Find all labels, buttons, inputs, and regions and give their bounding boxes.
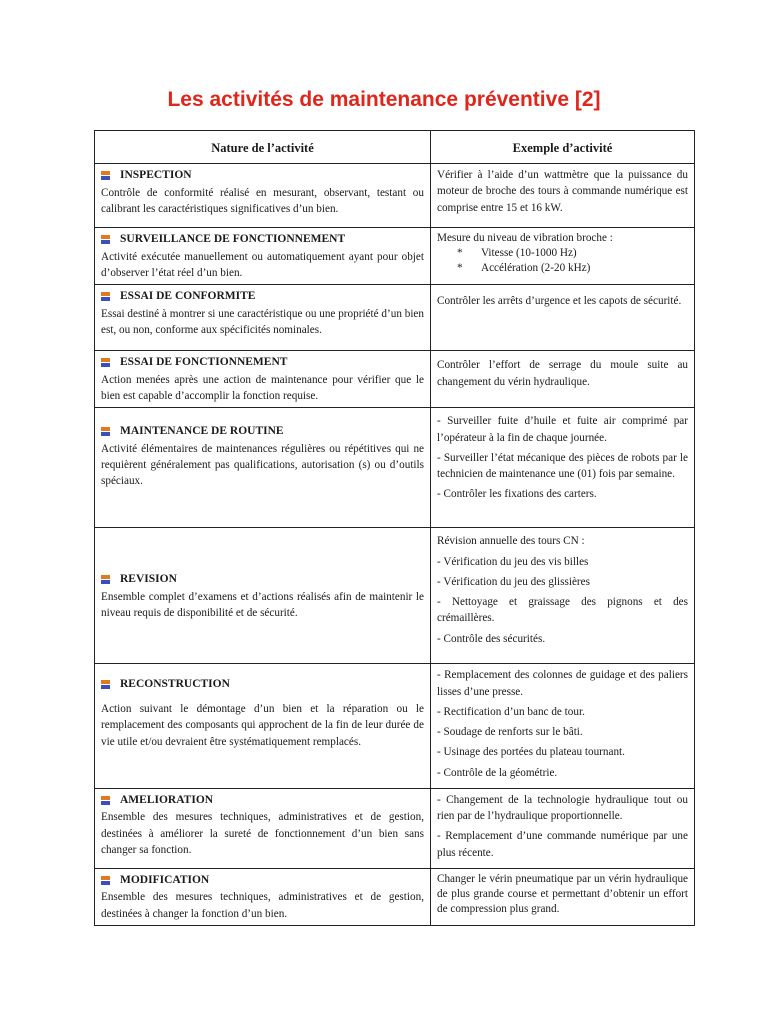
- example-text: Contrôler les arrêts d’urgence et les capots de sécurité.: [437, 295, 682, 308]
- page-title: Les activités de maintenance préventive [2]: [167, 88, 601, 111]
- example-text: - Remplacement d’une commande numérique par une plus récente.: [437, 830, 688, 859]
- example-text: Vérifier à l’aide d’un wattmètre que la puissance du moteur de broche des tours à commande numérique est comprise entre 15 et 16 kW.: [437, 169, 688, 214]
- example-cell: [431, 228, 695, 285]
- bullet-icon: [101, 427, 110, 436]
- asterisk-icon: *: [457, 262, 463, 275]
- example-subitem: Accélération (2-20 kHz): [481, 262, 591, 275]
- activity-description: Ensemble des mesures techniques, administratives et de gestion, destinées à changer la fonction d’un bien.: [101, 891, 424, 920]
- activity-name: RECONSTRUCTION: [120, 678, 230, 691]
- example-text: - Surveiller l’état mécanique des pièces de robots par le technicien de maintenance une (01) fois par semaine.: [437, 451, 688, 481]
- example-text: Changer le vérin pneumatique par un vérin hydraulique de plus grande course et permettant d’obtenir un effort de compression plus grand.: [437, 872, 688, 915]
- bullet-icon: [101, 171, 110, 180]
- bullet-icon: [101, 575, 110, 584]
- example-subitem: Vitesse (10-1000 Hz): [481, 247, 577, 260]
- example-text: - Changement de la technologie hydraulique tout ou rien par de l’hydraulique proportionnelle.: [437, 793, 688, 823]
- activity-cell: [95, 664, 431, 788]
- example-text: - Remplacement des colonnes de guidage et des paliers lisses d’une presse.: [437, 669, 688, 698]
- example-cell: [431, 285, 695, 351]
- example-text: - Contrôle de la géométrie.: [437, 766, 558, 779]
- header-nature: Nature de l’activité: [95, 131, 431, 164]
- example-text: Contrôler l’effort de serrage du moule suite au changement du vérin hydraulique.: [437, 359, 688, 388]
- table-row: [95, 788, 695, 868]
- table-row: [95, 528, 695, 664]
- table-row: [95, 351, 695, 408]
- activity-description: Ensemble complet d’examens et d’actions réalisés afin de maintenir le niveau requis de disponibilité et de sécurité.: [101, 590, 424, 619]
- header-example: Exemple d’activité: [431, 131, 695, 164]
- activity-description: Activité exécutée manuellement ou automatiquement ayant pour objet d’observer l’état réel d’un bien.: [101, 250, 424, 280]
- example-cell: [431, 164, 695, 228]
- activity-cell: [95, 228, 431, 285]
- example-text: - Contrôle des sécurités.: [437, 632, 546, 645]
- activity-name: REVISION: [120, 572, 177, 585]
- example-text: - Rectification d’un banc de tour.: [437, 705, 585, 718]
- example-cell: [431, 868, 695, 925]
- activity-cell: [95, 788, 431, 868]
- activity-cell: [95, 164, 431, 228]
- example-text: - Surveiller fuite d’huile et fuite air comprimé par l’opérateur à la fin de chaque journée.: [437, 415, 688, 444]
- activity-description: Ensemble des mesures techniques, administratives et de gestion, destinées à améliorer la sureté de fonctionnement d’un bien sans changer sa fonction.: [101, 811, 424, 856]
- example-text: - Usinage des portées du plateau tournant.: [437, 746, 625, 759]
- activity-name: AMELIORATION: [120, 793, 214, 806]
- bullet-icon: [101, 292, 110, 301]
- activity-cell: [95, 351, 431, 408]
- bullet-icon: [101, 680, 110, 689]
- bullet-icon: [101, 235, 110, 244]
- table-row: [95, 285, 695, 351]
- example-text: - Nettoyage et graissage des pignons et des crémaillères.: [437, 596, 688, 625]
- maintenance-activities-table: [94, 130, 695, 926]
- activity-name: ESSAI DE FONCTIONNEMENT: [120, 356, 288, 369]
- activity-description: Action menées après une action de maintenance pour vérifier que le bien est capable d’accomplir la fonction requise.: [101, 373, 424, 403]
- bullet-icon: [101, 876, 110, 885]
- bullet-icon: [101, 358, 110, 367]
- activity-cell: [95, 528, 431, 664]
- activity-name: INSPECTION: [120, 169, 192, 182]
- activity-cell: [95, 408, 431, 528]
- example-cell: [431, 351, 695, 408]
- example-text: - Soudage de renforts sur le bâti.: [437, 726, 583, 739]
- activity-name: MAINTENANCE DE ROUTINE: [120, 425, 284, 438]
- example-cell: [431, 408, 695, 528]
- activity-name: SURVEILLANCE DE FONCTIONNEMENT: [120, 233, 346, 246]
- example-text: - Contrôler les fixations des carters.: [437, 488, 597, 501]
- activity-description: Essai destiné à montrer si une caractéristique ou une propriété d’un bien est, ou non, conforme aux spécificités nominales.: [101, 307, 424, 337]
- example-text: - Vérification du jeu des vis billes: [437, 555, 589, 568]
- activity-description: Activité élémentaires de maintenances régulières ou répétitives qui ne requièrent généralement pas qualifications, autorisation (s) ou d’outils spéciaux.: [101, 442, 424, 488]
- table-row: [95, 228, 695, 285]
- activity-cell: [95, 285, 431, 351]
- table-header-row: [95, 131, 695, 164]
- activity-name: MODIFICATION: [120, 873, 210, 886]
- bullet-icon: [101, 796, 110, 805]
- activity-name: ESSAI DE CONFORMITE: [120, 290, 256, 303]
- activity-cell: [95, 868, 431, 925]
- example-cell: [431, 664, 695, 788]
- activity-description: Contrôle de conformité réalisé en mesurant, observant, testant ou calibrant les caractéristiques significatives d’un bien.: [101, 186, 424, 216]
- asterisk-icon: *: [457, 247, 463, 260]
- table-row: [95, 164, 695, 228]
- example-text: Révision annuelle des tours CN :: [437, 535, 585, 548]
- table-row: [95, 868, 695, 925]
- table-row: [95, 664, 695, 788]
- activity-description: Action suivant le démontage d’un bien et la réparation ou le remplacement des composants qui approchent de la fin de leur durée de vie utile et/ou devraient être systématiquement remplacés.: [101, 703, 424, 748]
- example-cell: [431, 528, 695, 664]
- example-cell: [431, 788, 695, 868]
- example-text: - Vérification du jeu des glissières: [437, 575, 590, 588]
- table-row: [95, 408, 695, 528]
- example-text: Mesure du niveau de vibration broche :: [437, 232, 613, 245]
